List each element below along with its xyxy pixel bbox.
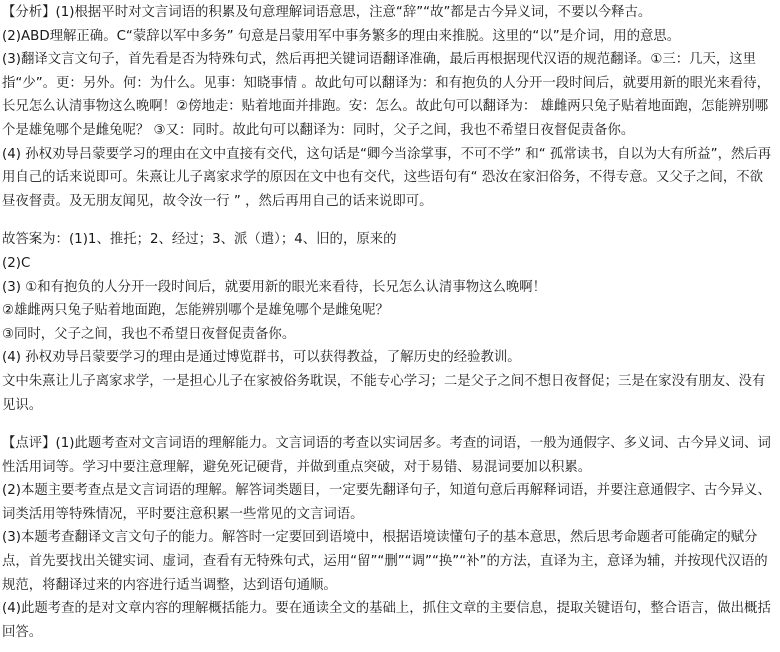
answer-line-1: 故答案为：(1)1、推托；2、经过；3、派（遣）；4、旧的，原来的 — [2, 232, 397, 248]
section-spacer — [2, 417, 772, 432]
comment-paragraph-1: 【点评】(1)此题考查对文言词语的理解能力。文言词语的考查以实词居多。考查的词语，一般为通假字、多义词、古今异义词、词性活用词等。学习中要注意理解，避免死记硬背，并做到重点突破，对于易错、易混词要加以积累。 — [2, 436, 771, 475]
analysis-paragraph-2: (2)ABD理解正确。C“蒙辞以军中多务” 句意是吕蒙用军中事务繁多的理由来推脱。这里的“以”是介词，用的意思。 — [2, 28, 681, 44]
analysis-paragraph-1: 【分析】(1)根据平时对文言词语的积累及句意理解词语意思，注意“辞”“故”都是古今异义词，不要以今释古。 — [2, 5, 652, 20]
section-spacer — [2, 213, 772, 228]
answer-line-4: ②雄雌两只兔子贴着地面跑，怎能辨别哪个是雄兔哪个是雌兔呢？ — [2, 303, 389, 319]
comment-paragraph-4: (4)此题考查的是对文章内容的理解概括能力。要在通读全文的基础上，抓住文章的主要信息，提取关键语句，整合语言，做出概括回答。 — [2, 601, 771, 640]
answer-section — [2, 228, 772, 417]
comment-paragraph-3: (3)本题考查翻译文言文句子的能力。解答时一定要回到语境中，根据语境读懂句子的基本意思，然后思考命题者可能确定的赋分点，首先要找出关键实词、虚词，查看有无特殊句式，运用“留”“删”“调”“换”“补”的方法，直译为主，意译为辅，并按现代汉语的规范，将翻译过来的内容进行适当调整，达到语句通顺。 — [2, 530, 768, 593]
answer-line-5: ③同时，父子之间，我也不希望日夜督促责备你。 — [2, 326, 296, 342]
analysis-section — [2, 1, 772, 213]
answer-line-3: (3) ①和有抱负的人分开一段时间后，就要用新的眼光来看待，长兄怎么认清事物这么晚啊！ — [2, 279, 547, 295]
comment-section — [2, 432, 772, 644]
comment-paragraph-2: (2)本题主要考查点是文言词语的理解。解答词类题目，一定要先翻译句子，知道句意后再解释词语，并要注意通假字、古今异义、词类活用等特殊情况，平时要注意积累一些常见的文言词语。 — [2, 483, 771, 522]
analysis-paragraph-4: (4) 孙权劝导吕蒙要学习的理由在文中直接有交代，这句话是“卿今当涂掌事，不可不学” 和“ 孤常读书，自以为大有所益”，然后再用自己的话来说即可。朱熹让儿子离家求学的原因在文中也有交代，这些语句有“ 恐汝在家汩俗务，不得专意。又父子之间，不欲昼夜督责。及无朋友闻见，故令汝一行 ” ，然后再用自己的话来说即可。 — [2, 146, 772, 209]
answer-line-6: (4) 孙权劝导吕蒙要学习的理由是通过博览群书，可以获得教益，了解历史的经验教训。 — [2, 350, 521, 366]
answer-line-7: 文中朱熹让儿子离家求学，一是担心儿子在家被俗务耽误，不能专心学习；二是父子之间不想日夜督促；三是在家没有朋友、没有见识。 — [2, 373, 766, 413]
answer-line-2: (2)C — [2, 255, 31, 271]
analysis-paragraph-3: (3)翻译文言文句子，首先看是否为特殊句式，然后再把关键词语翻译准确，最后再根据现代汉语的规范翻译。①三：几天，这里指“少”。更：另外。何：为什么。见事：知晓事情 。故此句可以翻译为：和有抱负的人分开一段时间后，就要用新的眼光来看待，长兄怎么认清事物这么晚啊！②傍地走：贴着地面并排跑。安：怎么。故此句可以翻译为： 雄雌两只兔子贴着地面跑，怎能辨别哪个是雄兔哪个是雌兔呢？ ③又：同时。故此句可以翻译为：同时，父子之间，我也不希望日夜督促责备你。 — [2, 52, 771, 138]
